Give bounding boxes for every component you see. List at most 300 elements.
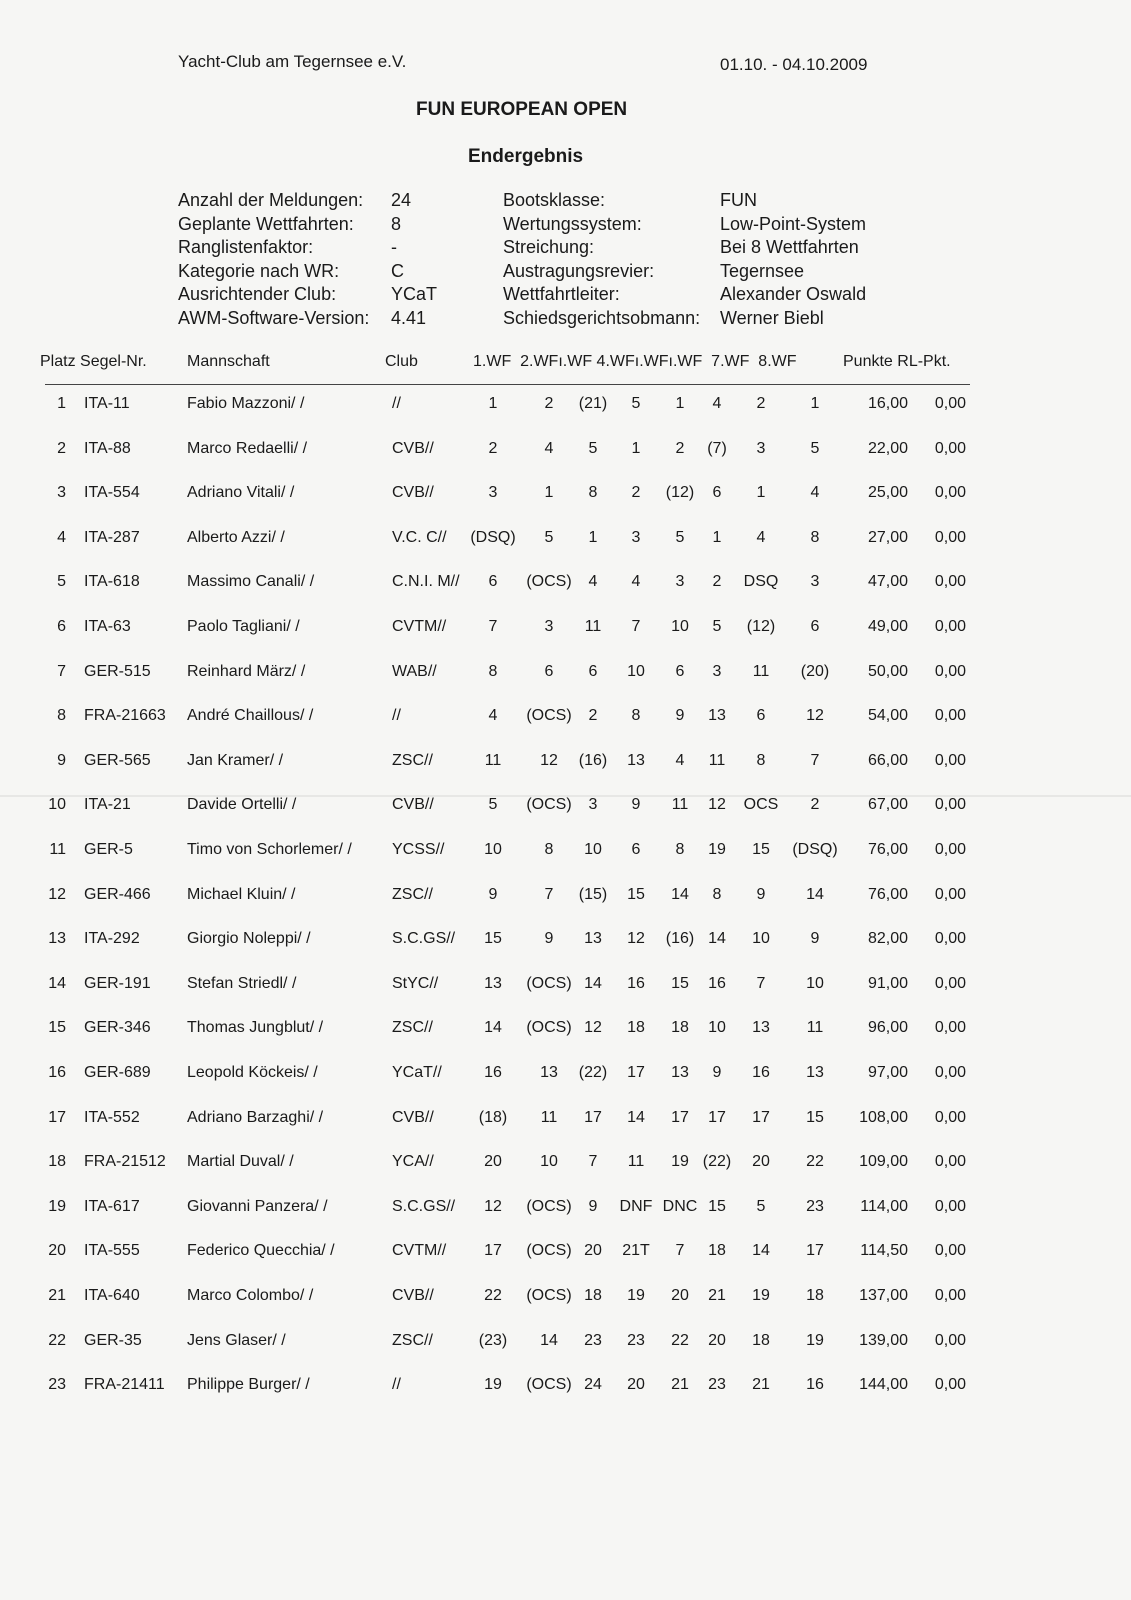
cell-r6: 18: [708, 1242, 726, 1260]
cell-r7: 19: [752, 1287, 770, 1304]
cell-r1: 16: [484, 1064, 502, 1081]
cell-r8: 4: [810, 484, 820, 502]
cell-r3: 17: [584, 1108, 602, 1126]
cell-points: 144,00: [859, 1376, 908, 1394]
cell-r3: 6: [588, 662, 598, 680]
cell-crew: André Chaillous/ /: [187, 707, 314, 725]
cell-r2: 5: [544, 528, 554, 546]
info-label: Streichung:: [503, 237, 595, 257]
cell-r3: 4: [588, 573, 598, 591]
cell-place: 22: [48, 1331, 66, 1349]
cell-points: 27,00: [867, 528, 908, 546]
cell-r8: 6: [810, 618, 820, 635]
cell-r6: 3: [712, 662, 722, 680]
cell-r8: (DSQ): [792, 841, 838, 858]
table-row: [0, 930, 1131, 960]
table-row: [0, 1064, 1131, 1094]
cell-place: 10: [48, 796, 66, 814]
cell-sail: ITA-11: [84, 395, 130, 412]
cell-sail: ITA-88: [84, 439, 131, 457]
cell-r8: 2: [810, 796, 820, 814]
cell-r2: (OCS): [526, 1376, 572, 1394]
cell-r5: (12): [665, 484, 695, 502]
cell-r5: 2: [675, 439, 685, 457]
cell-r2: 1: [544, 484, 554, 502]
cell-r1: 7: [488, 618, 498, 635]
cell-r5: 18: [671, 1019, 689, 1037]
cell-r8: 1: [810, 395, 820, 412]
cell-r1: 2: [488, 439, 498, 457]
cell-club: YCaT//: [392, 1064, 442, 1081]
cell-r6: 17: [708, 1108, 726, 1126]
cell-r6: 1: [712, 528, 722, 546]
cell-rl: 0,00: [934, 573, 966, 591]
cell-r5: 10: [671, 618, 689, 635]
cell-points: 50,00: [867, 662, 908, 680]
cell-rl: 0,00: [934, 974, 966, 992]
cell-r7: 1: [756, 484, 766, 502]
cell-rl: 0,00: [934, 930, 966, 948]
cell-r6: (22): [702, 1153, 732, 1171]
cell-r4: 20: [627, 1376, 645, 1394]
cell-r8: 13: [806, 1064, 824, 1081]
info-left-values: [391, 189, 437, 330]
table-row: [0, 1109, 1131, 1139]
cell-r2: (OCS): [526, 796, 572, 814]
cell-r1: 9: [488, 885, 498, 903]
cell-r1: 12: [484, 1197, 502, 1215]
info-value: Bei 8 Wettfahrten: [720, 237, 859, 257]
cell-points: 114,00: [860, 1197, 908, 1215]
cell-club: C.N.I. M//: [392, 573, 460, 591]
cell-r7: DSQ: [743, 573, 779, 591]
cell-r7: 15: [752, 841, 770, 858]
cell-sail: GER-346: [84, 1019, 151, 1037]
cell-crew: Federico Quecchia/ /: [187, 1242, 335, 1260]
cell-r5: 21: [671, 1376, 689, 1394]
info-right-labels: [503, 189, 700, 330]
cell-r7: 21: [752, 1376, 770, 1394]
cell-r2: (OCS): [526, 1242, 572, 1260]
info-value: Tegernsee: [720, 260, 805, 281]
cell-r1: 20: [484, 1153, 502, 1171]
cell-club: CVB//: [392, 1287, 434, 1304]
info-value: Low-Point-System: [720, 213, 867, 234]
cell-r6: 21: [708, 1287, 726, 1304]
cell-place: 5: [57, 573, 66, 591]
cell-r4: 3: [631, 528, 641, 546]
info-label: Schiedsgerichtsobmann:: [503, 307, 701, 328]
table-row: [0, 1019, 1131, 1049]
cell-r1: (18): [478, 1108, 508, 1126]
cell-points: 49,00: [867, 618, 908, 635]
cell-place: 21: [48, 1287, 66, 1304]
cell-points: 82,00: [867, 930, 908, 948]
cell-rl: 0,00: [934, 1331, 966, 1349]
cell-rl: 0,00: [934, 439, 966, 457]
cell-r1: 13: [484, 974, 502, 992]
cell-place: 7: [57, 662, 66, 680]
cell-r1: 8: [488, 662, 498, 680]
info-label: Bootsklasse:: [503, 190, 606, 210]
cell-r1: 3: [488, 484, 498, 502]
cell-r2: 10: [540, 1153, 558, 1171]
cell-r4: 12: [627, 930, 645, 948]
header-races: 1.WF 2.WFı.WF 4.WFı.WFı.WF 7.WF 8.WF: [473, 353, 797, 370]
cell-r1: (23): [478, 1331, 508, 1349]
cell-r5: 1: [675, 395, 685, 412]
cell-r3: 2: [588, 707, 598, 725]
cell-crew: Paolo Tagliani/ /: [187, 618, 300, 635]
cell-crew: Adriano Barzaghi/ /: [187, 1108, 324, 1126]
cell-r4: 5: [631, 395, 641, 412]
cell-r8: 17: [806, 1242, 824, 1260]
cell-r7: 6: [756, 707, 766, 725]
cell-r5: 15: [671, 974, 689, 992]
cell-sail: ITA-618: [84, 573, 140, 591]
cell-r7: OCS: [743, 796, 779, 814]
cell-points: 114,50: [860, 1242, 908, 1260]
cell-club: CVB//: [392, 439, 434, 457]
cell-r8: 15: [806, 1108, 824, 1126]
cell-r4: 7: [631, 618, 641, 635]
cell-rl: 0,00: [934, 841, 966, 858]
cell-sail: FRA-21411: [84, 1376, 165, 1394]
info-left-labels: [178, 189, 369, 330]
table-row: [0, 529, 1131, 559]
cell-r7: 3: [756, 439, 766, 457]
cell-crew: Davide Ortelli/ /: [187, 796, 297, 814]
cell-r2: 11: [540, 1108, 558, 1126]
cell-r7: 20: [752, 1153, 770, 1171]
cell-sail: GER-515: [84, 662, 151, 680]
cell-r8: 22: [806, 1153, 824, 1171]
cell-r1: 1: [488, 395, 498, 412]
cell-r6: 15: [708, 1197, 726, 1215]
cell-r8: 7: [810, 751, 820, 769]
cell-r8: 14: [806, 885, 824, 903]
cell-r7: 2: [756, 395, 766, 412]
cell-rl: 0,00: [934, 1153, 966, 1171]
cell-rl: 0,00: [934, 796, 966, 814]
cell-r1: 17: [484, 1242, 502, 1260]
table-row: [0, 1332, 1131, 1362]
cell-r5: 3: [675, 573, 685, 591]
cell-r5: 14: [671, 885, 689, 903]
cell-r8: 11: [806, 1019, 824, 1037]
cell-rl: 0,00: [934, 1376, 966, 1394]
cell-r3: (16): [578, 751, 608, 769]
cell-r7: 11: [752, 662, 770, 680]
cell-r5: 17: [671, 1108, 689, 1126]
cell-sail: FRA-21512: [84, 1153, 166, 1171]
cell-r5: DNC: [662, 1197, 698, 1215]
cell-points: 76,00: [867, 885, 908, 903]
cell-sail: GER-35: [84, 1331, 142, 1349]
cell-r3: 1: [588, 528, 598, 546]
cell-points: 108,00: [859, 1108, 908, 1126]
cell-crew: Thomas Jungblut/ /: [187, 1019, 324, 1037]
cell-r6: 20: [708, 1331, 726, 1349]
cell-rl: 0,00: [934, 1197, 966, 1215]
table-row: [0, 1242, 1131, 1272]
cell-rl: 0,00: [934, 528, 966, 546]
cell-place: 8: [57, 707, 66, 725]
table-row: [0, 796, 1131, 826]
cell-r4: 1: [631, 439, 641, 457]
cell-place: 13: [48, 930, 66, 948]
cell-r5: 19: [671, 1153, 689, 1171]
cell-club: CVB//: [392, 484, 434, 502]
cell-club: S.C.GS//: [392, 1197, 456, 1215]
cell-r3: 20: [584, 1242, 602, 1260]
info-value: 4.41: [391, 307, 427, 328]
cell-r2: 12: [540, 751, 558, 769]
cell-place: 2: [57, 439, 66, 457]
event-dates: 01.10. - 04.10.2009: [720, 55, 868, 74]
cell-r3: 13: [584, 930, 602, 948]
cell-club: //: [392, 1376, 401, 1394]
cell-club: //: [392, 707, 401, 725]
header-punkte-rl: Punkte RL-Pkt.: [843, 353, 951, 370]
cell-place: 6: [57, 618, 66, 635]
cell-club: //: [392, 395, 401, 412]
cell-points: 47,00: [867, 573, 908, 591]
cell-r2: (OCS): [526, 573, 572, 591]
cell-r4: 11: [627, 1153, 645, 1171]
cell-r5: 4: [675, 751, 685, 769]
cell-r4: 13: [627, 751, 645, 769]
cell-r4: 17: [627, 1064, 645, 1081]
cell-r3: 14: [584, 974, 602, 992]
cell-r2: 13: [540, 1064, 558, 1081]
cell-r2: 4: [544, 439, 554, 457]
info-value: Alexander Oswald: [720, 284, 867, 304]
header-platz-segel: Platz Segel-Nr.: [40, 353, 147, 370]
cell-crew: Leopold Köckeis/ /: [187, 1064, 318, 1081]
cell-rl: 0,00: [934, 707, 966, 725]
cell-points: 139,00: [859, 1331, 908, 1349]
info-label: Ausrichtender Club:: [178, 284, 337, 304]
cell-r2: (OCS): [526, 974, 572, 992]
cell-r6: 6: [712, 484, 722, 502]
cell-sail: ITA-287: [84, 528, 140, 546]
cell-r3: 18: [584, 1287, 602, 1304]
cell-crew: Massimo Canali/ /: [187, 573, 315, 591]
cell-r7: (12): [746, 618, 776, 635]
cell-place: 3: [57, 484, 66, 502]
cell-r7: 18: [752, 1331, 770, 1349]
cell-r4: DNF: [619, 1197, 653, 1215]
cell-r8: 23: [806, 1197, 824, 1215]
cell-points: 97,00: [867, 1064, 908, 1081]
info-value: YCaT: [391, 284, 438, 304]
cell-r7: 16: [752, 1064, 770, 1081]
cell-crew: Giorgio Noleppi/ /: [187, 930, 311, 948]
cell-points: 54,00: [867, 707, 908, 725]
cell-club: YCSS//: [392, 841, 445, 858]
info-label: Anzahl der Meldungen:: [178, 190, 364, 210]
cell-r5: 6: [675, 662, 685, 680]
cell-rl: 0,00: [934, 618, 966, 635]
cell-r3: 24: [584, 1376, 602, 1394]
cell-points: 66,00: [867, 751, 908, 769]
cell-r7: 8: [756, 751, 766, 769]
cell-rl: 0,00: [934, 662, 966, 680]
cell-sail: GER-689: [84, 1064, 151, 1081]
info-label: Ranglistenfaktor:: [178, 237, 314, 257]
cell-r1: 4: [488, 707, 498, 725]
cell-r5: 22: [671, 1331, 689, 1349]
cell-r7: 7: [756, 974, 766, 992]
cell-r7: 14: [752, 1242, 770, 1260]
cell-sail: FRA-21663: [84, 707, 166, 725]
cell-rl: 0,00: [934, 1287, 966, 1304]
cell-r8: 3: [810, 573, 820, 591]
cell-rl: 0,00: [934, 1019, 966, 1037]
cell-r3: 3: [588, 796, 598, 814]
cell-r2: 7: [544, 885, 554, 903]
cell-club: ZSC//: [392, 1331, 433, 1349]
cell-r3: 8: [588, 484, 598, 502]
cell-r4: 9: [631, 796, 641, 814]
cell-r5: (16): [665, 930, 695, 948]
cell-crew: Timo von Schorlemer/ /: [187, 841, 352, 858]
cell-r1: 15: [484, 930, 502, 948]
cell-r1: 10: [484, 841, 502, 858]
cell-sail: ITA-617: [84, 1197, 140, 1215]
cell-r7: 5: [756, 1197, 766, 1215]
cell-r1: 14: [484, 1019, 502, 1037]
cell-r3: 11: [584, 618, 602, 635]
cell-r1: 19: [484, 1376, 502, 1394]
cell-r6: 2: [712, 573, 722, 591]
info-label: Wertungssystem:: [503, 213, 642, 234]
table-row: [0, 1287, 1131, 1317]
cell-r8: 10: [806, 974, 824, 992]
cell-crew: Alberto Azzi/ /: [187, 528, 285, 546]
cell-r8: 18: [806, 1287, 824, 1304]
cell-r5: 20: [671, 1287, 689, 1304]
cell-r6: 4: [712, 395, 722, 412]
cell-r7: 4: [756, 528, 766, 546]
cell-r6: 8: [712, 885, 722, 903]
cell-r3: 12: [584, 1019, 602, 1037]
cell-place: 15: [48, 1019, 66, 1037]
cell-place: 16: [48, 1064, 66, 1081]
cell-rl: 0,00: [934, 484, 966, 502]
cell-r2: 14: [540, 1331, 558, 1349]
cell-rl: 0,00: [934, 395, 966, 412]
cell-r1: 6: [488, 573, 498, 591]
cell-club: CVTM//: [392, 618, 447, 635]
cell-rl: 0,00: [934, 1064, 966, 1081]
info-value: FUN: [720, 190, 757, 210]
table-row: [0, 1153, 1131, 1183]
cell-r7: 10: [752, 930, 770, 948]
table-row: [0, 618, 1131, 648]
cell-r2: 2: [544, 395, 554, 412]
cell-place: 19: [48, 1197, 66, 1215]
table-row: [0, 484, 1131, 514]
cell-crew: Fabio Mazzoni/ /: [187, 395, 305, 412]
cell-sail: GER-565: [84, 751, 151, 769]
cell-r2: (OCS): [526, 1019, 572, 1037]
info-label: Kategorie nach WR:: [178, 260, 340, 281]
cell-r3: 9: [588, 1197, 598, 1215]
cell-club: ZSC//: [392, 1019, 433, 1037]
cell-r5: 8: [675, 841, 685, 858]
cell-points: 91,00: [867, 974, 908, 992]
cell-r8: 9: [810, 930, 820, 948]
cell-club: ZSC//: [392, 751, 433, 769]
cell-points: 109,00: [859, 1153, 908, 1171]
cell-club: S.C.GS//: [392, 930, 456, 948]
cell-r5: 11: [671, 796, 689, 814]
cell-crew: Stefan Striedl/ /: [187, 974, 297, 992]
cell-r8: 5: [810, 439, 820, 457]
cell-r8: 12: [806, 707, 824, 725]
cell-r3: 10: [584, 841, 602, 858]
table-row: [0, 975, 1131, 1005]
cell-r2: 8: [544, 841, 554, 858]
cell-r6: 11: [708, 751, 726, 769]
cell-r4: 21T: [622, 1242, 650, 1260]
cell-r2: (OCS): [526, 707, 572, 725]
cell-points: 137,00: [859, 1287, 908, 1304]
cell-place: 17: [48, 1108, 66, 1126]
cell-r5: 5: [675, 528, 685, 546]
info-label: AWM-Software-Version:: [178, 307, 370, 328]
cell-sail: ITA-21: [84, 796, 131, 814]
cell-r3: 5: [588, 439, 598, 457]
cell-sail: GER-191: [84, 974, 151, 992]
cell-r1: 5: [488, 796, 498, 814]
cell-points: 25,00: [867, 484, 908, 502]
info-right-values: [720, 189, 866, 330]
table-row: [0, 886, 1131, 916]
cell-r6: 12: [708, 796, 726, 814]
header-rule: [45, 384, 970, 385]
cell-place: 9: [57, 751, 66, 769]
cell-r2: (OCS): [526, 1197, 572, 1215]
cell-r2: (OCS): [526, 1287, 572, 1304]
cell-r1: 11: [484, 751, 502, 769]
cell-place: 1: [57, 395, 66, 412]
club-name: Yacht-Club am Tegernsee e.V.: [178, 52, 407, 71]
info-label: Austragungsrevier:: [503, 260, 655, 281]
cell-r3: (15): [578, 885, 608, 903]
cell-r6: 5: [712, 618, 722, 635]
info-value: Werner Biebl: [720, 307, 824, 328]
cell-r8: 16: [806, 1376, 824, 1394]
cell-crew: Adriano Vitali/ /: [187, 484, 295, 502]
cell-r6: 9: [712, 1064, 722, 1081]
cell-crew: Marco Redaelli/ /: [187, 439, 308, 457]
header-mannschaft: Mannschaft: [187, 353, 270, 370]
cell-club: CVB//: [392, 1108, 434, 1126]
cell-rl: 0,00: [934, 1108, 966, 1126]
cell-r1: (DSQ): [470, 528, 516, 546]
cell-sail: ITA-554: [84, 484, 140, 502]
table-row: [0, 752, 1131, 782]
cell-crew: Reinhard März/ /: [187, 662, 306, 680]
cell-r6: 10: [708, 1019, 726, 1037]
cell-club: YCA//: [392, 1153, 434, 1171]
cell-r1: 22: [484, 1287, 502, 1304]
cell-crew: Philippe Burger/ /: [187, 1376, 310, 1394]
cell-crew: Giovanni Panzera/ /: [187, 1197, 328, 1215]
